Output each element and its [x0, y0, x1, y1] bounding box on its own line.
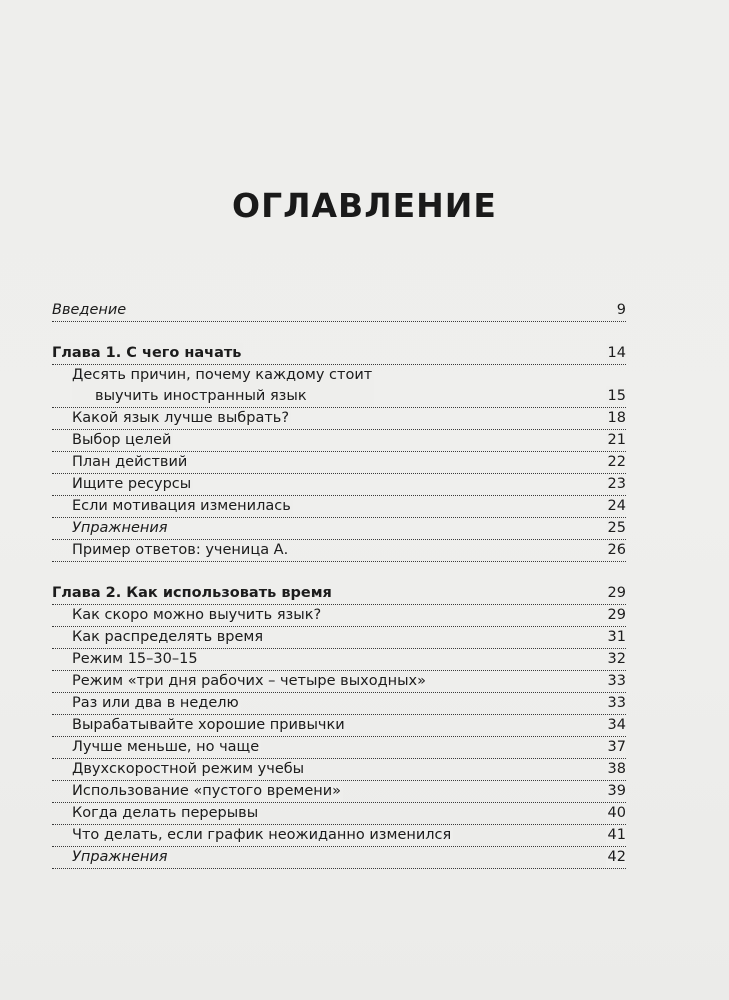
toc-entry-label: Пример ответов: ученица А.: [72, 540, 290, 561]
toc-entry[interactable]: [52, 518, 626, 540]
toc-entry-label: Десять причин, почему каждому стоит выучить иностранный язык: [72, 365, 374, 407]
toc-entry-page: 42: [606, 847, 626, 868]
toc-entry[interactable]: [52, 408, 626, 430]
toc-entry-label: Раз или два в неделю: [72, 693, 241, 714]
toc-entry-page: 9: [615, 300, 626, 321]
toc-entry-label: Что делать, если график неожиданно изменился: [72, 825, 453, 846]
toc-entry[interactable]: [52, 452, 626, 474]
toc-entry-page: 22: [606, 452, 626, 473]
toc-entry[interactable]: [52, 365, 626, 408]
toc-entry-page: 34: [606, 715, 626, 736]
toc-entry-label: Использование «пустого времени»: [72, 781, 343, 802]
toc-entry-label: Как распределять время: [72, 627, 265, 648]
toc-entry-label: Когда делать перерывы: [72, 803, 260, 824]
toc-entry-label: Как скоро можно выучить язык?: [72, 605, 323, 626]
toc-chapter-2[interactable]: [52, 583, 626, 605]
toc-entry[interactable]: [52, 671, 626, 693]
toc-entry-page: 14: [606, 343, 626, 364]
toc-entry-page: 26: [606, 540, 626, 561]
toc-entry-intro[interactable]: [52, 300, 626, 322]
toc-entry[interactable]: [52, 540, 626, 562]
toc-entry[interactable]: [52, 693, 626, 715]
toc-entry-label: Вырабатывайте хорошие привычки: [72, 715, 347, 736]
toc-entry-page: 31: [606, 627, 626, 648]
toc-entry-label: Лучше меньше, но чаще: [72, 737, 261, 758]
table-of-contents: [52, 300, 626, 869]
toc-entry-label: Выбор целей: [72, 430, 173, 451]
toc-entry-label: Упражнения: [72, 847, 170, 868]
toc-entry-page: 32: [606, 649, 626, 670]
toc-entry-page: 39: [606, 781, 626, 802]
toc-entry-page: 15: [606, 386, 626, 407]
toc-entry-label: Двухскоростной режим учебы: [72, 759, 306, 780]
toc-entry[interactable]: [52, 496, 626, 518]
toc-entry[interactable]: [52, 847, 626, 869]
toc-entry[interactable]: [52, 627, 626, 649]
toc-entry-page: 37: [606, 737, 626, 758]
toc-entry-page: 18: [606, 408, 626, 429]
toc-entry-page: 38: [606, 759, 626, 780]
toc-entry[interactable]: [52, 759, 626, 781]
toc-entry-label: Режим «три дня рабочих – четыре выходных»: [72, 671, 428, 692]
toc-entry[interactable]: [52, 715, 626, 737]
toc-entry-label: Режим 15–30–15: [72, 649, 200, 670]
page-title: ОГЛАВЛЕНИЕ: [232, 186, 497, 225]
toc-entry[interactable]: [52, 430, 626, 452]
toc-entry[interactable]: [52, 803, 626, 825]
toc-entry-label: Глава 2. Как использовать время: [52, 583, 334, 604]
toc-entry-page: 33: [606, 671, 626, 692]
toc-entry-label: Какой язык лучше выбрать?: [72, 408, 291, 429]
toc-entry-page: 33: [606, 693, 626, 714]
toc-entry-label: Ищите ресурсы: [72, 474, 193, 495]
toc-entry-page: 23: [606, 474, 626, 495]
toc-entry-label: Глава 1. С чего начать: [52, 343, 243, 364]
toc-entry[interactable]: [52, 825, 626, 847]
toc-entry-page: 40: [606, 803, 626, 824]
toc-entry-label: Если мотивация изменилась: [72, 496, 293, 517]
toc-entry[interactable]: [52, 605, 626, 627]
toc-entry-page: 29: [606, 605, 626, 626]
toc-chapter-1[interactable]: [52, 343, 626, 365]
toc-entry[interactable]: [52, 474, 626, 496]
toc-entry[interactable]: [52, 649, 626, 671]
toc-entry-label: Введение: [52, 300, 128, 321]
toc-entry-label: Упражнения: [72, 518, 170, 539]
toc-entry[interactable]: [52, 781, 626, 803]
toc-entry-label: План действий: [72, 452, 189, 473]
toc-entry-page: 41: [606, 825, 626, 846]
toc-entry-page: 29: [606, 583, 626, 604]
toc-entry-page: 24: [606, 496, 626, 517]
toc-entry-page: 25: [606, 518, 626, 539]
toc-entry-page: 21: [606, 430, 626, 451]
toc-entry[interactable]: [52, 737, 626, 759]
